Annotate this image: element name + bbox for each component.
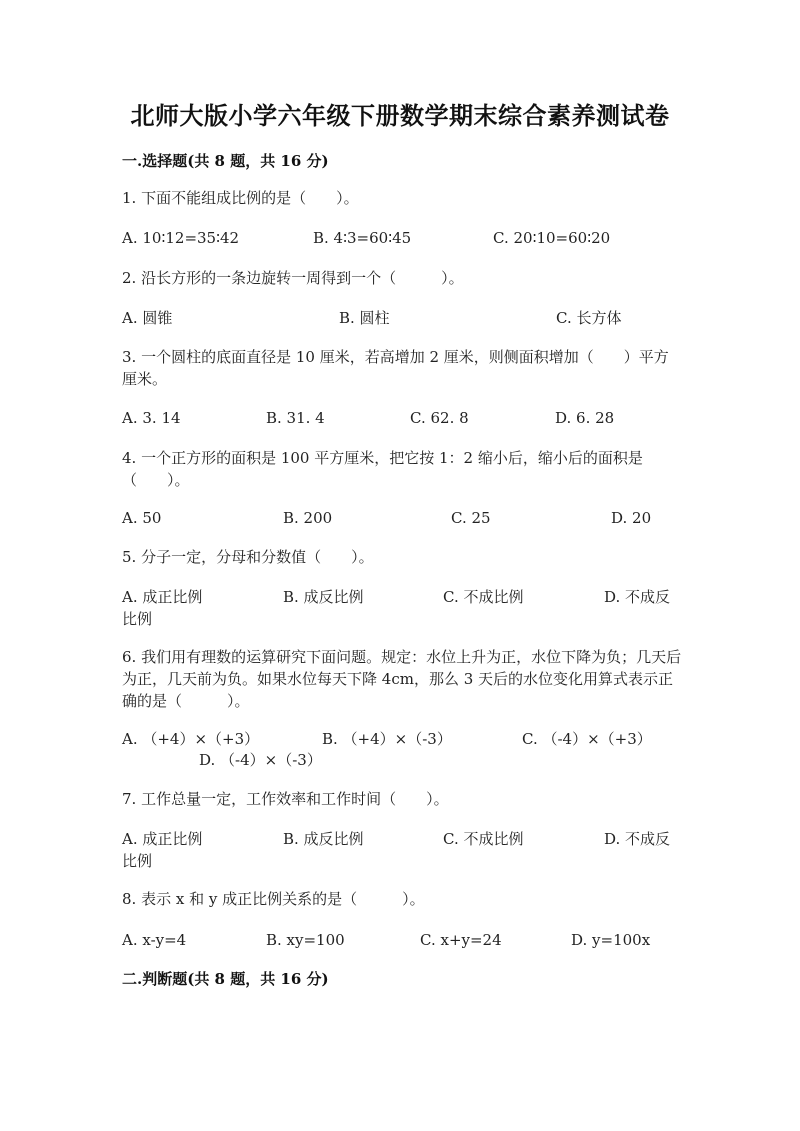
question-7-option-c: C. 不成比例: [443, 830, 524, 848]
question-3-option-c: C. 62. 8: [410, 409, 469, 427]
question-6-option-d: D. （-4）×（-3）: [199, 751, 322, 769]
question-3-option-a: A. 3. 14: [122, 409, 181, 427]
section-header-judgement: 二.判断题(共 8 题，共 16 分): [122, 970, 329, 988]
question-6-option-c: C. （-4）×（+3）: [522, 730, 652, 748]
question-1-text: 1. 下面不能组成比例的是（ ）。: [122, 189, 359, 207]
question-2-option-c: C. 长方体: [556, 309, 622, 327]
question-7-text: 7. 工作总量一定，工作效率和工作时间（ ）。: [122, 790, 449, 808]
question-3-text: 3. 一个圆柱的底面直径是 10 厘米，若高增加 2 厘米，则侧面积增加（ ）平方厘米。: [122, 348, 669, 388]
question-2-option-b: B. 圆柱: [339, 309, 390, 327]
question-7-option-b: B. 成反比例: [283, 830, 364, 848]
question-1-option-b: B. 4∶3=60∶45: [313, 229, 412, 247]
page-title: 北师大版小学六年级下册数学期末综合素养测试卷: [130, 101, 670, 130]
question-5-option-d: D. 不成反比例: [122, 588, 671, 628]
section-header-choice: 一.选择题(共 8 题，共 16 分): [122, 152, 329, 170]
question-8-text: 8. 表示 x 和 y 成正比例关系的是（ ）。: [122, 890, 425, 908]
question-5-option-c: C. 不成比例: [443, 588, 524, 606]
question-7-option-d: D. 不成反比例: [122, 830, 671, 870]
question-8-option-c: C. x+y=24: [420, 931, 502, 949]
question-8-option-d: D. y=100x: [571, 931, 651, 949]
question-4-option-c: C. 25: [451, 509, 491, 527]
question-4-option-a: A. 50: [122, 509, 162, 527]
question-8-option-b: B. xy=100: [266, 931, 345, 949]
question-6-option-b: B. （+4）×（-3）: [322, 730, 452, 748]
question-2-text: 2. 沿长方形的一条边旋转一周得到一个（ ）。: [122, 269, 464, 287]
question-6-option-a: A. （+4）×（+3）: [122, 730, 260, 748]
question-3-option-b: B. 31. 4: [266, 409, 325, 427]
question-4-text: 4. 一个正方形的面积是 100 平方厘米，把它按 1：2 缩小后，缩小后的面积是（ ）。: [122, 449, 643, 489]
question-1-option-a: A. 10∶12=35∶42: [122, 229, 240, 247]
question-5-option-a: A. 成正比例: [122, 588, 203, 606]
question-7-option-a: A. 成正比例: [122, 830, 203, 848]
question-4-option-b: B. 200: [283, 509, 333, 527]
question-8-option-a: A. x-y=4: [122, 931, 187, 949]
question-3-option-d: D. 6. 28: [555, 409, 615, 427]
question-6-text: 6. 我们用有理数的运算研究下面问题。规定：水位上升为正，水位下降为负；几天后为正，几天前为负。如果水位每天下降 4cm，那么 3 天后的水位变化用算式表示正确的是（ ）。: [122, 648, 682, 710]
question-4-option-d: D. 20: [611, 509, 652, 527]
question-5-option-b: B. 成反比例: [283, 588, 364, 606]
question-2-option-a: A. 圆锥: [122, 309, 173, 327]
question-5-text: 5. 分子一定，分母和分数值（ ）。: [122, 548, 374, 566]
question-1-option-c: C. 20∶10=60∶20: [493, 229, 611, 247]
